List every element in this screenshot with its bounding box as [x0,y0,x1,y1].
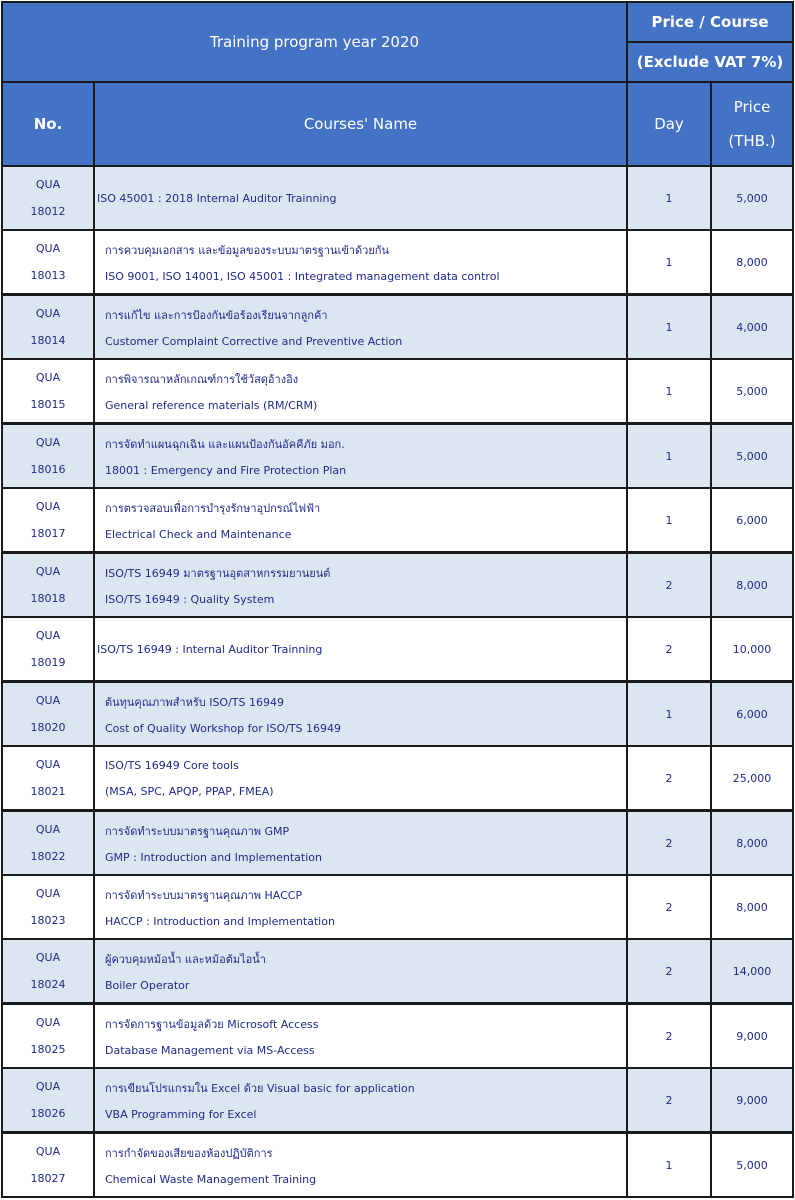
course-name [95,683,626,745]
col-header-price-label: Price [733,98,771,117]
course-name-line2: Database Management via MS-Access [105,1044,315,1058]
course-name-line1: ISO/TS 16949 : Internal Auditor Trainning [97,642,323,656]
program-title: Training program year 2020 [3,3,626,81]
course-code: QUA [35,629,61,643]
course-code-number: 18021 [30,785,66,799]
course-code: QUA [35,371,61,385]
course-name-line2: (MSA, SPC, APQP, PPAP, FMEA) [105,784,274,798]
course-code: QUA [35,1145,61,1159]
course-code: QUA [35,1016,61,1030]
course-name [95,1005,626,1067]
course-code-number: 18022 [30,850,66,864]
course-name [95,489,626,551]
course-code-number: 18027 [30,1172,66,1186]
course-code-number: 18017 [30,527,66,541]
course-number [3,231,93,293]
course-name-line1: การจัดทำระบบมาตรฐานคุณภาพ GMP [105,825,290,839]
course-name-line1: การเขียนโปรแกรมใน Excel ด้วย Visual basic for application [105,1082,415,1096]
course-code-number: 18025 [30,1043,66,1057]
course-code-number: 18026 [30,1107,66,1121]
course-day: 1 [628,683,710,745]
course-price: 14,000 [712,940,792,1002]
course-name [95,231,626,293]
course-code: QUA [35,242,61,256]
course-day: 2 [628,1005,710,1067]
course-price: 5,000 [712,360,792,422]
course-day: 1 [628,489,710,551]
course-number [3,425,93,487]
course-price: 8,000 [712,231,792,293]
course-code-number: 18015 [30,398,66,412]
course-name-line1: ISO/TS 16949 มาตรฐานอุตสาหกรรมยานยนต์ [105,567,331,581]
course-day: 1 [628,425,710,487]
course-name [95,296,626,358]
course-number [3,296,93,358]
course-name-line2: ISO 9001, ISO 14001, ISO 45001 : Integrated management data control [105,270,500,284]
course-name [95,425,626,487]
course-code-number: 18019 [30,656,66,670]
course-price: 6,000 [712,489,792,551]
course-price: 5,000 [712,425,792,487]
course-name-line1: ISO 45001 : 2018 Internal Auditor Trainning [97,191,337,205]
course-name-line1: การควบคุมเอกสาร และข้อมูลของระบบมาตรฐานเข้าด้วยกัน [105,244,389,258]
course-number [3,940,93,1002]
course-code-number: 18018 [30,592,66,606]
course-name [95,167,626,229]
course-code: QUA [35,500,61,514]
course-name-line2: General reference materials (RM/CRM) [105,399,318,413]
course-code: QUA [35,178,61,192]
course-code: QUA [35,758,61,772]
course-name-line1: การแก้ไข และการป้องกันข้อร้องเรียนจากลูกค้า [105,309,328,323]
course-day: 1 [628,231,710,293]
course-price: 6,000 [712,683,792,745]
course-name [95,618,626,680]
course-price: 9,000 [712,1069,792,1131]
course-number [3,1069,93,1131]
course-code: QUA [35,887,61,901]
course-name-line1: การจัดทำแผนฉุกเฉิน และแผนป้องกันอัคคีภัย มอก. [105,438,345,452]
course-day: 2 [628,876,710,938]
course-name-line1: ผู้ควบคุมหม้อน้ำ และหม้อต้มไอน้ำ [105,953,266,967]
course-number [3,812,93,874]
course-name-line2: Boiler Operator [105,979,190,993]
course-name-line2: GMP : Introduction and Implementation [105,851,322,865]
course-name-line1: ISO/TS 16949 Core tools [105,758,239,772]
col-header-price-unit: (THB.) [728,131,776,150]
course-name-line1: การจัดการฐานข้อมูลด้วย Microsoft Access [105,1018,319,1032]
course-code: QUA [35,307,61,321]
course-code-number: 18020 [30,721,66,735]
course-code: QUA [35,694,61,708]
course-code-number: 18023 [30,914,66,928]
course-day: 2 [628,812,710,874]
col-header-no: No. [3,83,93,165]
course-name [95,360,626,422]
course-name-line2: Chemical Waste Management Training [105,1173,317,1187]
course-name-line2: 18001 : Emergency and Fire Protection Plan [105,464,347,478]
course-name-line2: Customer Complaint Corrective and Preventive Action [105,335,403,349]
course-code-number: 18024 [30,978,66,992]
course-day: 2 [628,940,710,1002]
course-code-number: 18012 [30,205,66,219]
course-day: 2 [628,747,710,809]
price-course-header: Price / Course [628,3,792,41]
course-number [3,1134,93,1196]
course-name [95,554,626,616]
course-number [3,683,93,745]
course-price: 5,000 [712,167,792,229]
course-number [3,167,93,229]
course-name-line2: Cost of Quality Workshop for ISO/TS 16949 [105,722,342,736]
course-day: 2 [628,554,710,616]
course-code: QUA [35,436,61,450]
course-price: 10,000 [712,618,792,680]
course-name-line1: การกำจัดของเสียของห้องปฏิบัติการ [105,1147,273,1161]
course-code-number: 18016 [30,463,66,477]
course-name [95,1069,626,1131]
exclude-vat-header: (Exclude VAT 7%) [628,43,792,81]
course-price: 4,000 [712,296,792,358]
course-day: 1 [628,1134,710,1196]
course-day: 2 [628,1069,710,1131]
course-name-line2: VBA Programming for Excel [105,1108,257,1122]
course-name-line1: การตรวจสอบเพื่อการบำรุงรักษาอุปกรณ์ไฟฟ้า [105,502,321,516]
course-code-number: 18014 [30,334,66,348]
course-number [3,876,93,938]
course-name-line2: ISO/TS 16949 : Quality System [105,593,275,607]
course-code: QUA [35,565,61,579]
course-name [95,812,626,874]
col-header-day: Day [628,83,710,165]
course-price: 8,000 [712,876,792,938]
course-number [3,618,93,680]
course-name-line1: การพิจารณาหลักเกณฑ์การใช้วัสดุอ้างอิง [105,373,299,387]
course-number [3,489,93,551]
col-header-name: Courses' Name [95,83,626,165]
col-header-price [712,83,792,165]
course-code: QUA [35,1080,61,1094]
course-day: 1 [628,360,710,422]
course-name-line2: HACCP : Introduction and Implementation [105,915,335,929]
course-day: 2 [628,618,710,680]
course-price: 8,000 [712,812,792,874]
course-name-line1: การจัดทำระบบมาตรฐานคุณภาพ HACCP [105,889,303,903]
training-program-table [1,1,794,1198]
course-number [3,1005,93,1067]
course-price: 9,000 [712,1005,792,1067]
course-number [3,747,93,809]
course-price: 25,000 [712,747,792,809]
course-price: 8,000 [712,554,792,616]
course-code: QUA [35,823,61,837]
course-number [3,360,93,422]
course-code: QUA [35,951,61,965]
course-price: 5,000 [712,1134,792,1196]
course-code-number: 18013 [30,269,66,283]
course-name-line2: Electrical Check and Maintenance [105,528,292,542]
course-name-line1: ต้นทุนคุณภาพสำหรับ ISO/TS 16949 [105,696,284,710]
course-day: 1 [628,167,710,229]
course-name [95,940,626,1002]
course-day: 1 [628,296,710,358]
course-name [95,876,626,938]
course-name [95,747,626,809]
course-number [3,554,93,616]
course-name [95,1134,626,1196]
